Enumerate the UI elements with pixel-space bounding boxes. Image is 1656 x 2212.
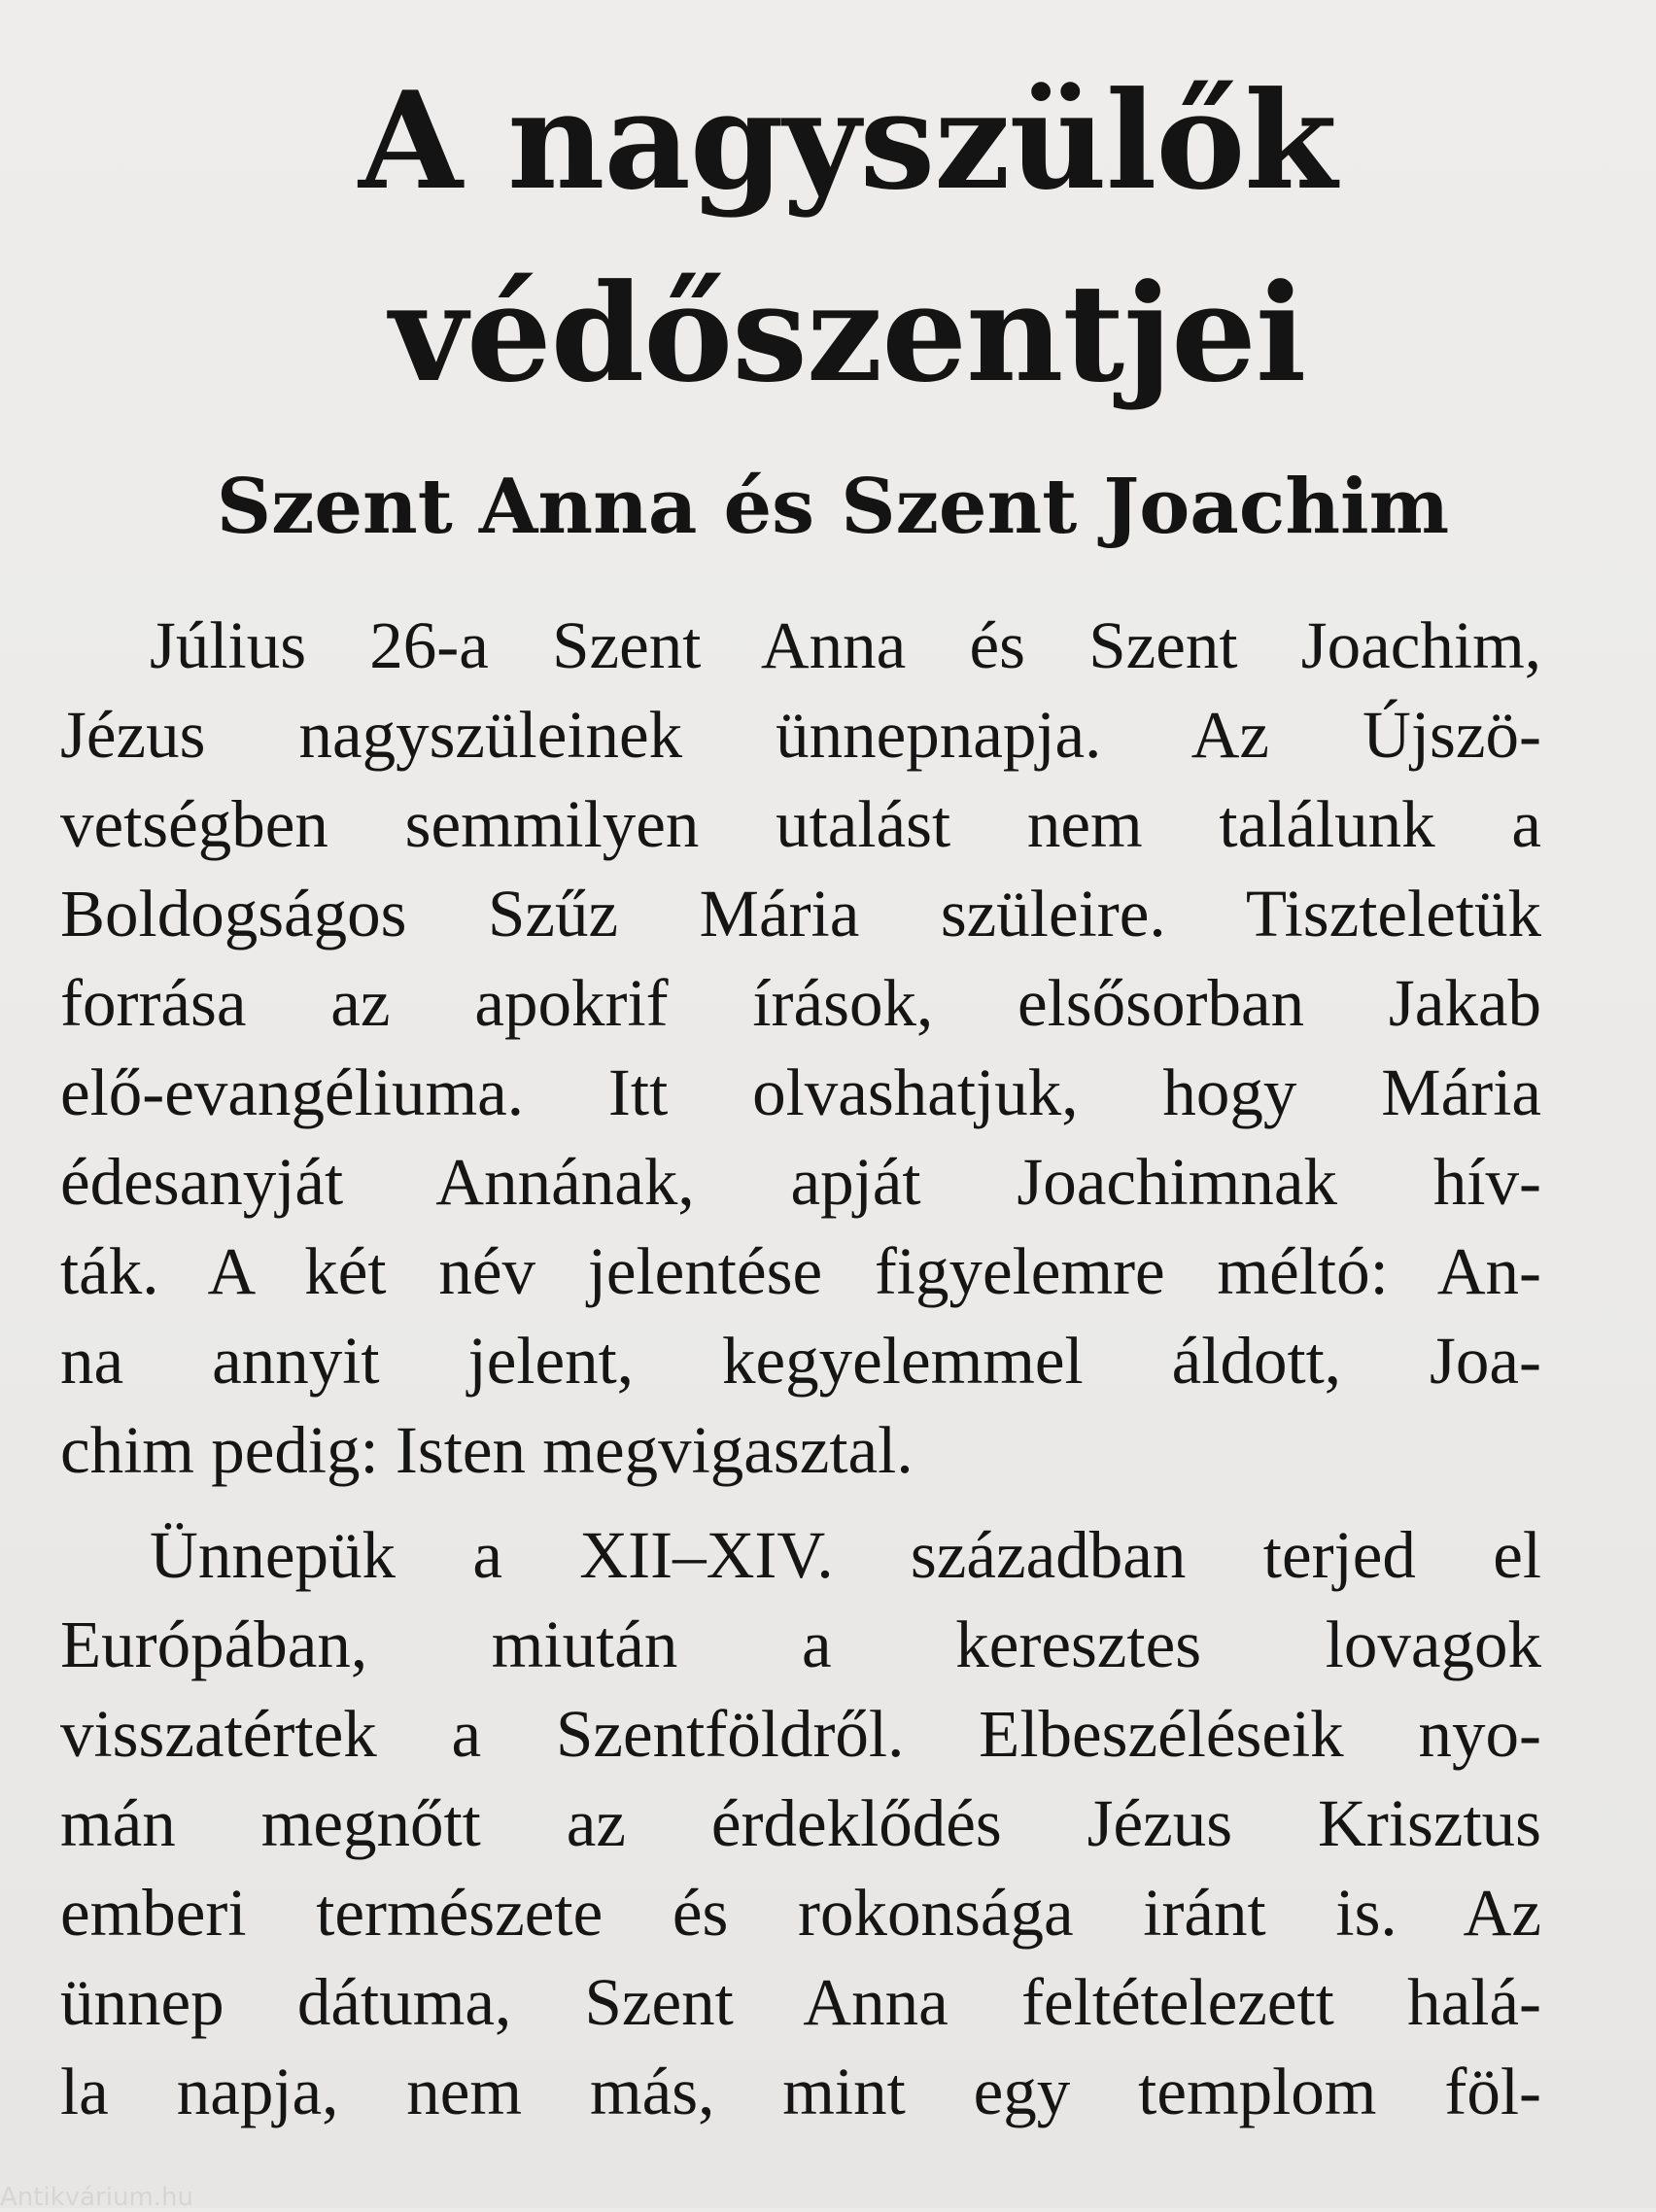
paragraph-1-line: Boldogságos Szűz Mária szüleire. Tiszteletük [60,877,1541,950]
article-subtitle: Szent Anna és Szent Joachim [216,463,1450,551]
paragraph-1-line: édesanyját Annának, apját Joachimnak hív- [60,1145,1541,1219]
paragraph-1-line: chim pedig: Isten megvigasztal. [60,1413,914,1487]
paragraph-2 [60,1510,1541,2136]
paragraph-2-line: ünnep dátuma, Szent Anna feltételezett halá- [60,1965,1541,2039]
paragraph-2-line: emberi természete és rokonsága iránt is. Az [60,1876,1541,1950]
paragraph-1-line: na annyit jelent, kegyelemmel áldott, Joa- [60,1324,1541,1398]
paragraph-1-line: Jézus nagyszüleinek ünnepnapja. Az Újszö- [60,698,1541,772]
paragraph-1-line: forrása az apokrif írások, elsősorban Jakab [60,966,1541,1040]
paragraph-1-line: vetségben semmilyen utalást nem találunk a [60,787,1541,861]
article-title-line-1: A nagyszülők [358,61,1337,220]
paragraph-1-line: ták. A két név jelentése figyelemre méltó: An- [60,1234,1541,1308]
paragraph-1 [60,601,1541,1495]
watermark: Antikvárium.hu [0,2183,193,2212]
paragraph-1-line: Július 26-a Szent Anna és Szent Joachim, [150,608,1541,682]
article-title-line-2: védőszentjei [389,254,1306,412]
paragraph-2-line: Európában, miután a keresztes lovagok [60,1607,1541,1681]
paragraph-2-line: Ünnepük a XII–XIV. században terjed el [150,1518,1541,1592]
paragraph-2-line: visszatértek a Szentföldről. Elbeszéléseik nyo- [60,1697,1541,1771]
paragraph-2-line: la napja, nem más, mint egy templom föl- [60,2055,1541,2128]
paragraph-2-line: mán megnőtt az érdeklődés Jézus Krisztus [60,1786,1541,1860]
paragraph-1-line: elő-evangéliuma. Itt olvashatjuk, hogy Mária [60,1055,1541,1129]
